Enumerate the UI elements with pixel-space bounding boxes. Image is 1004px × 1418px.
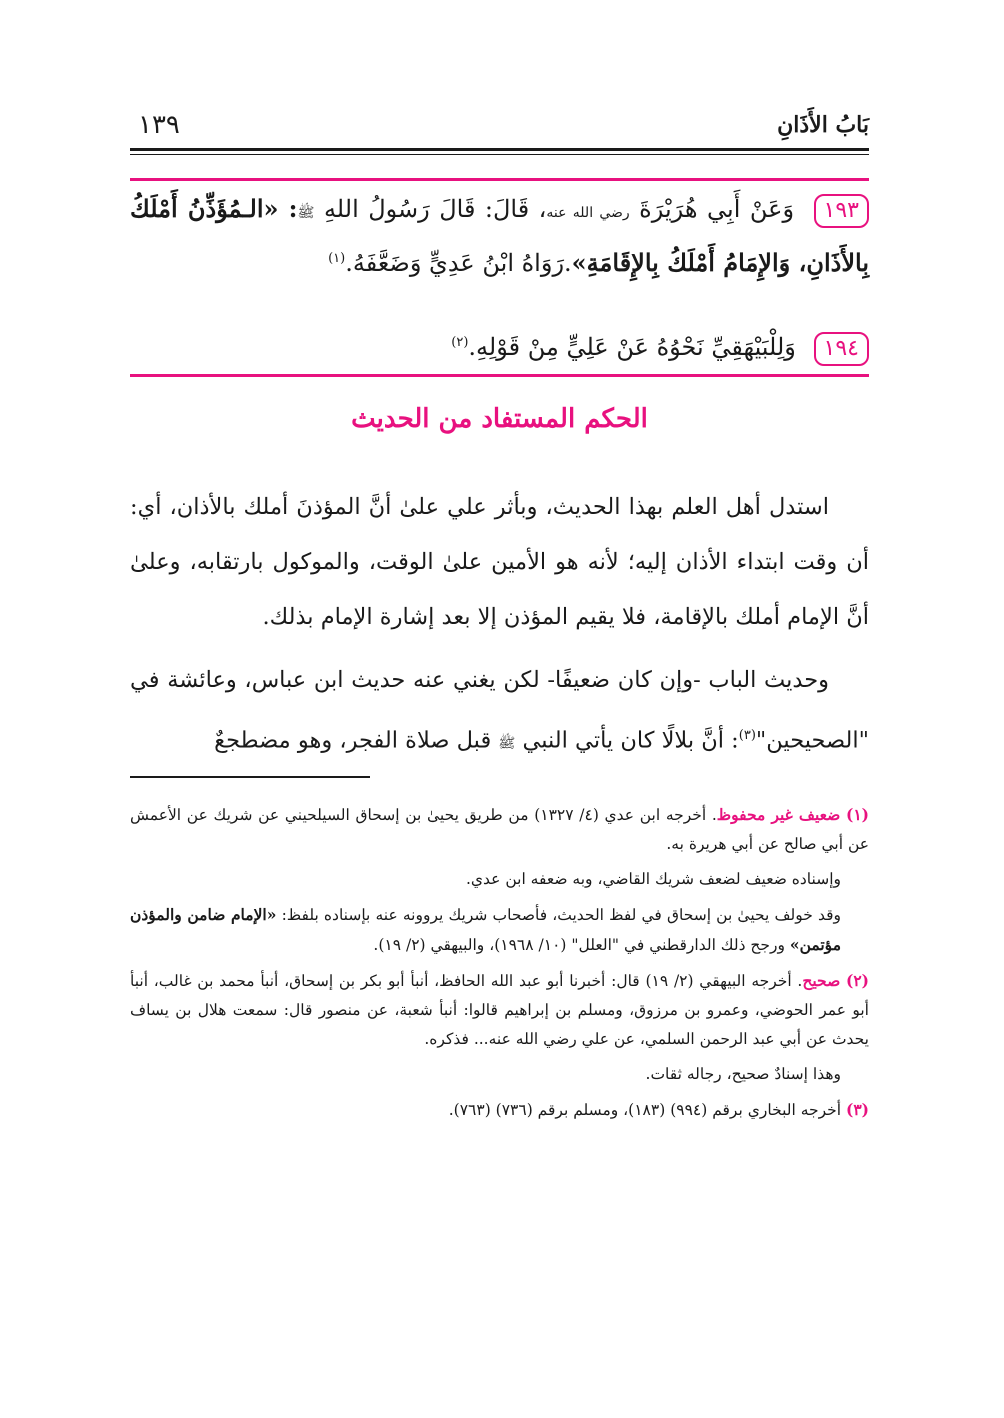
hadith-box-bottom-rule [130, 374, 869, 377]
hadith-number: ١٩٣ [814, 194, 869, 228]
paragraph-text: : أنَّ بلالًا كان يأتي النبي [522, 727, 739, 754]
hadith-attribution: .رَوَاهُ ابْنُ عَدِيٍّ وَضَعَّفَهُ. [345, 249, 572, 277]
running-header [130, 108, 869, 148]
chapter-title: بَابُ الأَذَانِ [777, 112, 869, 138]
footnotes [130, 800, 869, 1131]
footnote-text: وقد خولف يحيىٰ بن إسحاق في لفظ الحديث، فأصحاب شريك يروونه عنه بإسناده بلفظ: [281, 906, 841, 924]
hadith-text: وَلِلْبَيْهَقِيِّ نَحْوُهُ عَنْ عَلِيٍّ مِنْ قَوْلِهِ. [468, 333, 796, 361]
footnote-number: (٣) [845, 1100, 869, 1119]
footnote-1 [130, 800, 869, 859]
paragraph-text: وحديث الباب -وإن كان ضعيفًا- لكن يغني عنه حديث ابن عباس، وعائشة في "الصحيحين" [130, 667, 869, 754]
paragraph [130, 653, 869, 772]
hadith-grade: صحيح [802, 971, 841, 990]
footnote-text: . أخرجه البيهقي (٢/ ١٩) قال: أخبرنا أبو عبد الله الحافظ، أنبأ أبو بكر بن إسحاق، أنبأ محمد بن غالب، أنبأ أبو عمر الحوضي، وعمرو بن مرزوق، ومسلم بن إبراهيم قالوا: أنبأ شعبة، عن منصور قال: سمعت هلال بن يساف يحدث عن أبي عبد الرحمن السلمي، عن علي رضي الله عنه... فذكره. [130, 972, 869, 1048]
footnote-ref[interactable]: (١) [328, 251, 346, 266]
hadith-grade: ضعيف غير محفوظ [716, 805, 841, 824]
footnote-quote: «الإمام ضامن والمؤذن مؤتمن» [130, 905, 841, 954]
footnote-text: . أخرجه ابن عدي (٤/ ١٣٢٧) من طريق يحيىٰ بن إسحاق السيلحيني عن شريك عن الأعمش عن أبي صالح عن أبي هريرة به. [130, 806, 869, 853]
section-title: الحكم المستفاد من الحديث [351, 404, 648, 434]
footnote-ref[interactable]: (٢) [451, 335, 469, 350]
paragraph-text: قبل صلاة الفجر، وهو مضطجعٌ [214, 727, 492, 754]
page-number: ١٣٩ [138, 110, 180, 140]
radi-honorific: رضي الله عنه [546, 205, 630, 221]
hadith-mid: ، قَالَ: قَالَ رَسُولُ اللهِ [323, 195, 547, 223]
salla-honorific: ﷺ [498, 735, 516, 752]
footnote-2 [130, 966, 869, 1054]
salla-honorific: ﷺ [297, 205, 315, 221]
commentary [130, 480, 869, 780]
footnote-text: وإسناده ضعيف لضعف شريك القاضي، وبه ضعفه ابن عدي. [465, 870, 841, 888]
header-rule-thin [130, 154, 869, 155]
hadith-quote: : «الـمُؤَذِّنُ أَمْلَكُ بِالأَذَانِ، وَالإِمَامُ أَمْلَكُ بِالإِقَامَةِ» [130, 194, 869, 277]
hadith-number: ١٩٤ [814, 332, 869, 366]
hadith-box-top-rule [130, 178, 869, 181]
footnote-3 [130, 1095, 869, 1125]
hadith-193 [130, 186, 869, 286]
footnote-text [130, 900, 869, 960]
footnote-number: (١) [845, 805, 869, 824]
hadith-intro: وَعَنْ أَبِي هُرَيْرَةَ [639, 195, 795, 223]
footnote-number: (٢) [846, 971, 870, 990]
header-rule-thick [130, 148, 869, 151]
footnote-ref[interactable]: (٣) [738, 728, 756, 743]
footnote-separator [130, 776, 370, 778]
footnote-text: وهذا إسنادٌ صحيح، رجاله ثقات. [645, 1065, 841, 1083]
paragraph: استدل أهل العلم بهذا الحديث، وبأثر علي علىٰ أنَّ المؤذنَ أملك بالأذان، أي: أن وقت ابتداء الأذان إليه؛ لأنه هو الأمين علىٰ الوقت، والموكول بارتقابه، وعلىٰ أنَّ الإمام أملك بالإقامة، فلا يقيم المؤذن إلا بعد إشارة الإمام بذلك. [130, 494, 869, 630]
footnote-text: ورجح ذلك الدارقطني في "العلل" (١٠/ ١٩٦٨)، والبيهقي (٢/ ١٩). [373, 936, 785, 954]
hadith-194 [130, 320, 869, 370]
footnote-text: أخرجه البخاري برقم (٩٩٤) (١٨٣)، ومسلم برقم (٧٣٦) (٧٦٣). [448, 1101, 842, 1119]
